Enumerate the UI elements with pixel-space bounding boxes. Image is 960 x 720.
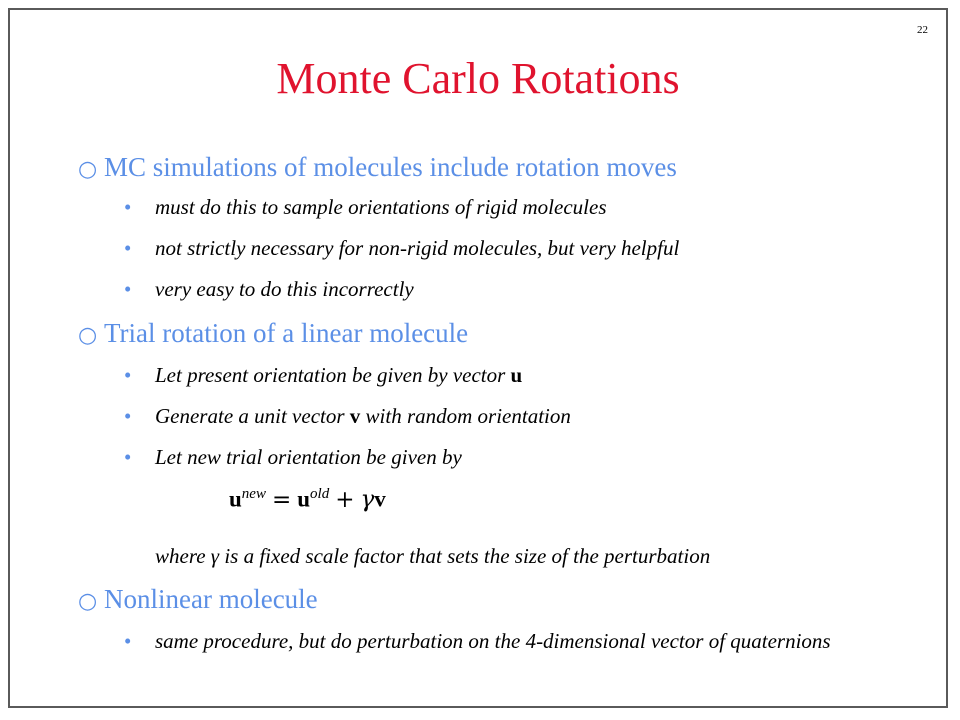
list-item-text [124, 360, 906, 390]
item-text-before: Generate a unit vector [155, 404, 345, 428]
bullet-icon: • [124, 629, 132, 653]
eq-rhs-vector: u [297, 486, 311, 512]
eq-v-vector: v [374, 486, 386, 512]
rotation-equation [229, 486, 386, 513]
circle-outline-icon: ○ [78, 323, 98, 348]
list-item-text: very easy to do this incorrectly [155, 277, 414, 301]
list-item [124, 233, 906, 263]
bullet-icon: • [124, 195, 132, 219]
bullet-icon: • [124, 363, 132, 387]
eq-plus: + [335, 486, 355, 513]
list-item [124, 192, 906, 222]
page-number: 22 [917, 24, 928, 36]
eq-lhs-vector: u [229, 486, 242, 512]
bullet-icon: • [124, 277, 132, 301]
list-item-text: not strictly necessary for non-rigid molecules, but very helpful [155, 236, 680, 260]
list-item-text: same procedure, but do perturbation on the 4-dimensional vector of quaternions [155, 629, 831, 653]
list-item [124, 401, 906, 431]
section-heading-mc-simulations [78, 151, 677, 186]
circle-outline-icon: ○ [78, 157, 98, 182]
bullet-icon: • [124, 445, 132, 469]
eq-equals: = [271, 486, 292, 513]
eq-rhs-superscript: old [310, 486, 330, 502]
section-heading-nonlinear-molecule [78, 583, 318, 618]
heading-text: MC simulations of molecules include rotation moves [104, 152, 677, 182]
where-text-after: is a fixed scale factor that sets the size of the perturbation [224, 544, 711, 568]
heading-text: Nonlinear molecule [104, 584, 318, 614]
bullet-icon: • [124, 236, 132, 260]
where-text-before: where [155, 544, 206, 568]
eq-gamma: γ [360, 486, 375, 513]
list-item [124, 626, 906, 656]
vector-u-symbol: u [510, 363, 523, 387]
section-heading-trial-rotation [78, 317, 468, 352]
gamma-symbol: γ [210, 544, 220, 568]
list-item-text [124, 401, 906, 431]
slide-content [10, 10, 946, 706]
list-item-text: must do this to sample orientations of rigid molecules [155, 195, 607, 219]
list-item [124, 360, 906, 390]
eq-lhs-superscript: new [241, 486, 266, 502]
where-explanation [155, 544, 710, 569]
circle-outline-icon: ○ [78, 589, 98, 614]
slide [8, 8, 948, 708]
item-text: Let present orientation be given by vector [155, 363, 506, 387]
vector-v-symbol: v [349, 404, 361, 428]
list-item-text: Let new trial orientation be given by [155, 445, 462, 469]
list-item [124, 442, 906, 472]
item-text-after: with random orientation [365, 404, 571, 428]
heading-text: Trial rotation of a linear molecule [104, 318, 469, 348]
bullet-icon: • [124, 404, 132, 428]
slide-title: Monte Carlo Rotations [276, 54, 680, 103]
list-item [124, 274, 906, 304]
